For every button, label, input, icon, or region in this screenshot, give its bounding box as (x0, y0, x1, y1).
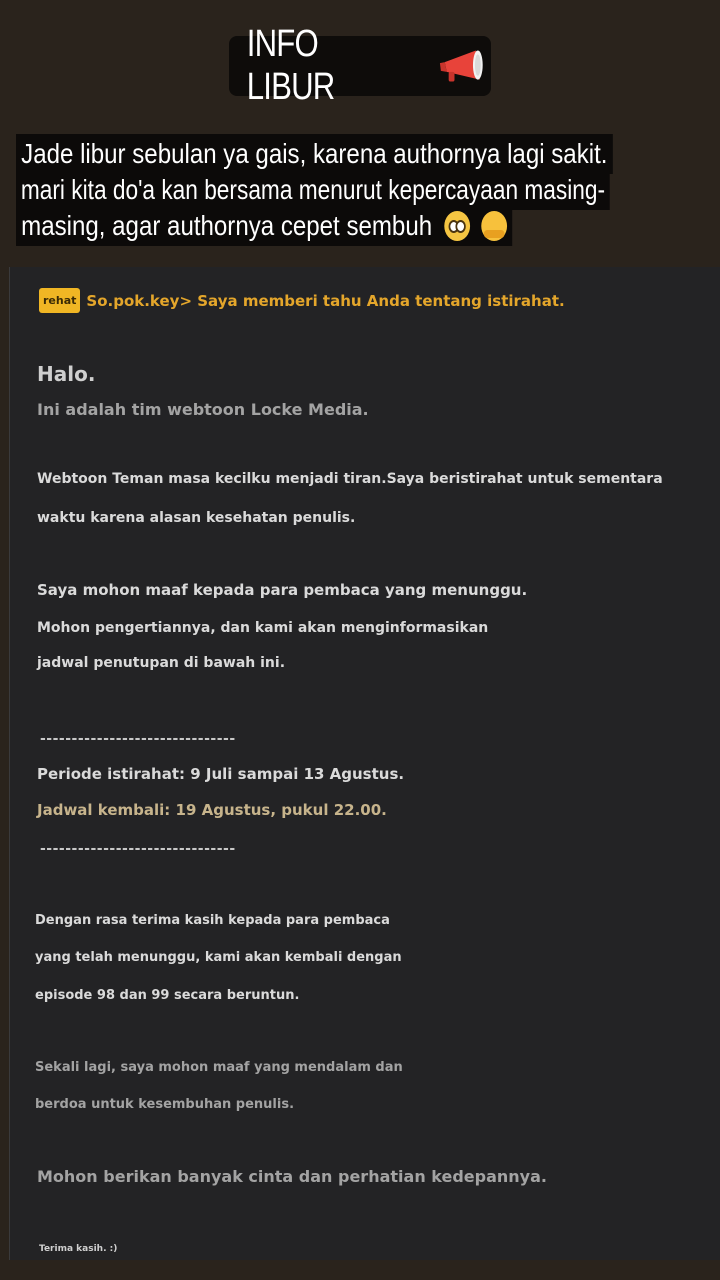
divider-top: ------------------------------- (40, 731, 236, 747)
greeting: Halo. (37, 362, 96, 386)
hugging-face-emoji-icon (482, 211, 508, 241)
para2-line1: Saya mohon maaf kepada para pembaca yang menunggu. (37, 581, 528, 599)
title-banner (229, 23, 491, 108)
para1-line2: waktu karena alasan kesehatan penulis. (37, 510, 356, 526)
caption-line-1 (16, 134, 613, 174)
rehat-badge: rehat (39, 288, 80, 313)
para3-line3: episode 98 dan 99 secara beruntun. (35, 988, 300, 1003)
para4-line2: berdoa untuk kesembuhan penulis. (35, 1097, 295, 1112)
divider-bottom: ------------------------------- (40, 841, 236, 857)
return-schedule: Jadwal kembali: 19 Agustus, pukul 22.00. (37, 801, 387, 819)
caption-text-1: Jade libur sebulan ya gais, karena authornya lagi sakit. (21, 138, 608, 169)
para4-line1: Sekali lagi, saya mohon maaf yang mendalam dan (35, 1060, 403, 1075)
closing-line: Mohon berikan banyak cinta dan perhatian kedepannya. (37, 1167, 547, 1186)
pleading-face-emoji-icon (444, 211, 470, 241)
megaphone-icon (437, 46, 491, 86)
para1-line1: Webtoon Teman masa kecilku menjadi tiran.Saya beristirahat untuk sementara (37, 471, 663, 487)
para3-line2: yang telah menunggu, kami akan kembali dengan (35, 950, 402, 965)
caption-text-2: mari kita do'a kan bersama menurut kepercayaan masing- (20, 174, 606, 205)
break-period: Periode istirahat: 9 Juli sampai 13 Agustus. (37, 765, 405, 783)
bottom-edge (0, 1260, 720, 1280)
caption-line-2 (16, 170, 610, 210)
caption-text-3: masing, agar authornya cepet sembuh (21, 210, 433, 241)
team-line: Ini adalah tim webtoon Locke Media. (37, 400, 369, 419)
thanks-line: Terima kasih. :) (39, 1244, 118, 1254)
caption-line-3 (16, 206, 513, 246)
para2-line3: jadwal penutupan di bawah ini. (37, 655, 286, 671)
title-text: INFO LIBUR (246, 23, 335, 108)
notice-header (39, 288, 565, 313)
notice-sender-line: So.pok.key> Saya memberi tahu Anda tentang istirahat. (86, 291, 565, 310)
para2-line2: Mohon pengertiannya, dan kami akan menginformasikan (37, 620, 489, 636)
para3-line1: Dengan rasa terima kasih kepada para pembaca (35, 913, 390, 928)
